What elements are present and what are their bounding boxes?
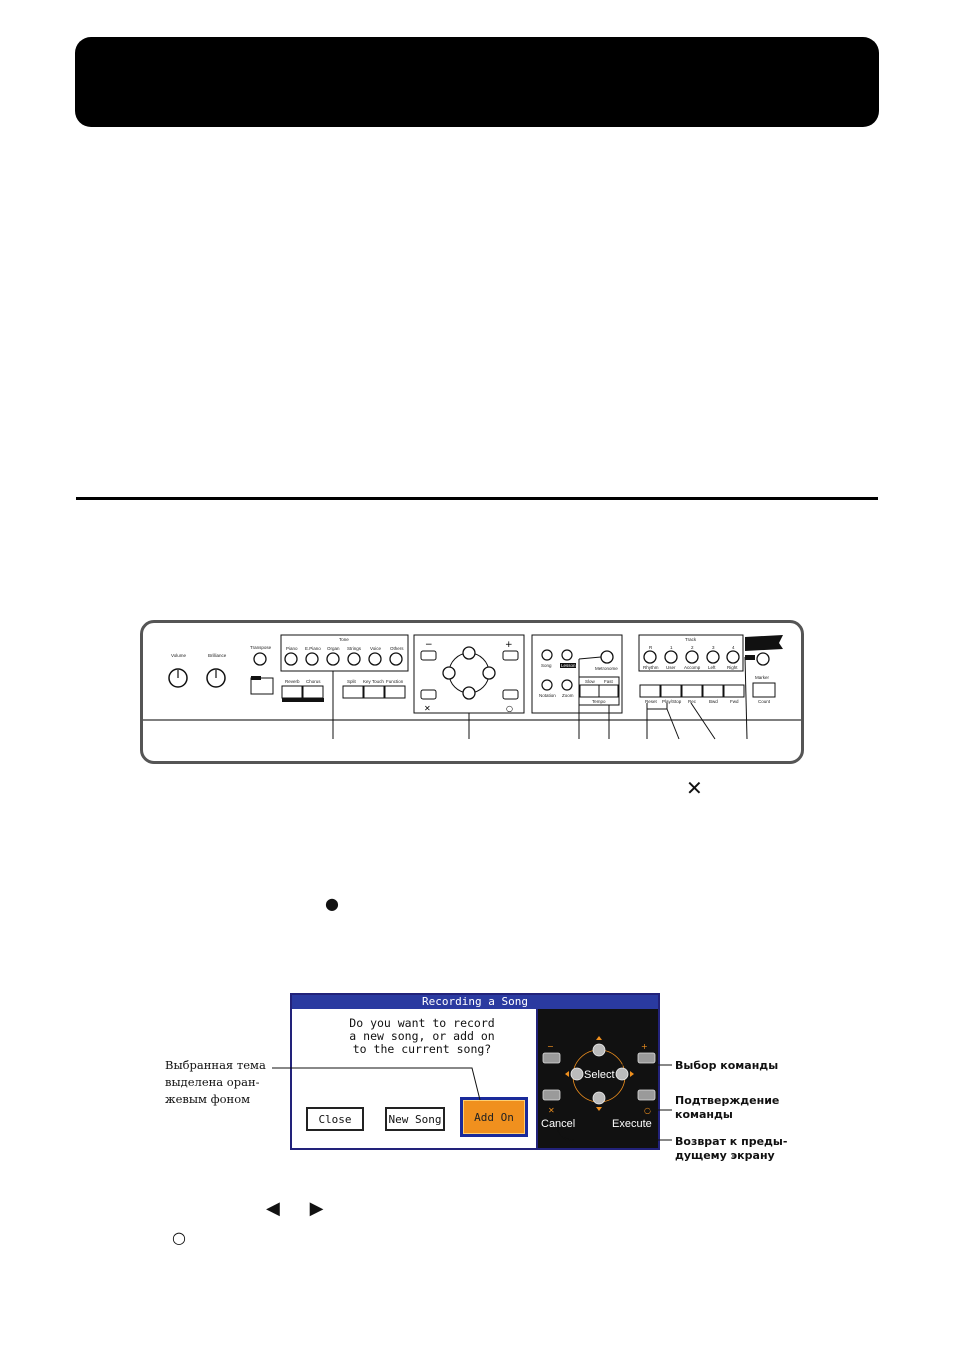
cursor-enter-glyph: ○ [506, 704, 513, 713]
close-button[interactable]: Close [306, 1107, 364, 1131]
transport-label: Play/Stop [662, 699, 682, 704]
slow-label: Slow [585, 679, 595, 684]
zoom-label: Zoom [562, 693, 574, 698]
notation-label: Notation [539, 693, 556, 698]
track-number: 3 [712, 645, 715, 650]
transpose-label: Transpose [250, 645, 272, 650]
add-on-label: Add On [463, 1100, 525, 1134]
cancel-label: Cancel [541, 1118, 576, 1130]
tone-label: Organ [327, 646, 340, 651]
count-label: Count [758, 699, 771, 704]
cursor-minus-label: − [425, 640, 433, 650]
transport-label: Bwd [709, 699, 718, 704]
transport-label: Fwd [730, 699, 739, 704]
tempo-label: Tempo [592, 699, 606, 704]
track-label: Left [708, 665, 716, 670]
cursor-plus-label: + [505, 640, 513, 650]
tone-label: Piano [286, 646, 298, 651]
cross-glyph-small: ✕ [548, 1106, 555, 1115]
callout-confirm-command: Подтверждение команды [675, 1094, 780, 1121]
metronome-label: Metronome [595, 666, 618, 671]
lesson-label: Lesson [561, 663, 576, 668]
callout-select-command: Выбор команды [675, 1059, 779, 1072]
track-label: User [666, 665, 676, 670]
tone-label: Strings [347, 646, 362, 651]
chorus-label: Chorus [306, 679, 321, 684]
transport-label: Rec [688, 699, 697, 704]
tone-label: Others [390, 646, 404, 651]
track-header: Track [685, 637, 697, 642]
track-number: 2 [691, 645, 694, 650]
track-label: Accomp [684, 665, 701, 670]
split-label: Split [347, 679, 356, 684]
execute-circle-icon: ○ [172, 1228, 186, 1247]
tone-label: Voice [370, 646, 382, 651]
volume-label: Volume [171, 653, 187, 658]
minus-glyph: − [547, 1042, 554, 1051]
marker-label: Marker [755, 675, 770, 680]
circle-glyph-small: ○ [644, 1106, 651, 1115]
track-label: Rhythm [643, 665, 659, 670]
callout-return-previous: Возврат к преды- дущему экрану [675, 1135, 788, 1162]
execute-label: Execute [612, 1118, 652, 1130]
select-label: Select [584, 1069, 615, 1081]
rec-dot-icon: ● [325, 894, 339, 913]
tone-header: Tone [339, 637, 349, 642]
song-label: Song [541, 663, 552, 668]
screen-title: Recording a Song [292, 995, 658, 1009]
track-label: Right [727, 665, 738, 670]
function-label: Function [386, 679, 404, 684]
reverb-label: Reverb [285, 679, 300, 684]
dialog-message: Do you want to record a new song, or add on to the current song? [349, 1016, 495, 1056]
track-number: R [649, 645, 653, 650]
tone-label: E.Piano [305, 646, 321, 651]
callout-selected-item: Выбранная тема выделена оран- жевым фоном [165, 1058, 266, 1106]
fast-label: Fast [604, 679, 613, 684]
plus-glyph: + [641, 1042, 648, 1051]
track-number: 4 [732, 645, 735, 650]
cursor-cancel-glyph: ✕ [424, 704, 431, 713]
key-touch-label: Key Touch [363, 679, 384, 684]
left-right-arrows-icon: ◀ ▶ [266, 1198, 336, 1219]
transport-label: Reset [645, 699, 657, 704]
cancel-cross-icon: ✕ [686, 776, 703, 800]
track-number: 1 [670, 645, 673, 650]
new-song-button[interactable]: New Song [385, 1107, 445, 1131]
brilliance-label: Brilliance [208, 653, 227, 658]
